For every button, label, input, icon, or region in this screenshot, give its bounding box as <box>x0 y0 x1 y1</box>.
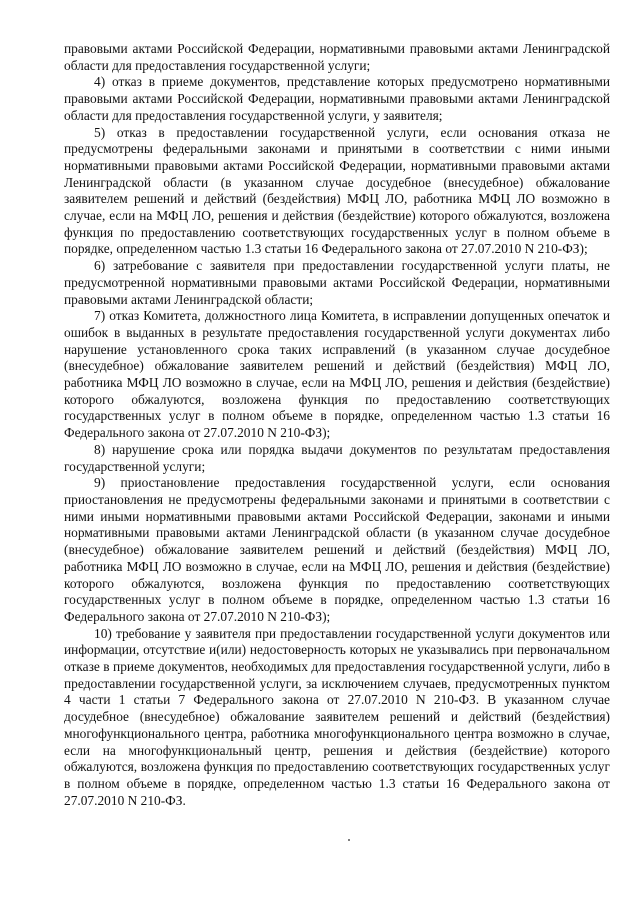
paragraph-item-10: 10) требование у заявителя при предоставлении государственной услуги документов или информации, отсутствие и(или) недостоверность которых не указывались при первоначальном отказе в приеме документов, необходимых для предоставления государственной услуги, либо в предоставлении государственной услуги, за исключением случаев, предусмотренных пунктом 4 части 1 статьи 7 Федерального закона от 27.07.2010 N 210-ФЗ. В указанном случае досудебное (внесудебное) обжалование заявителем решений и действий (бездействия) многофункционального центра, работника многофункционального центра возможно в случае, если на многофункциональный центр, решения и действия (бездействие) которого обжалуются, возложена функция по предоставлению соответствующих государственных услуг в полном объеме в порядке, определенном частью 1.3 статьи 16 Федерального закона от 27.07.2010 N 210-ФЗ. <box>64 625 610 808</box>
paragraph-item-4: 4) отказ в приеме документов, представление которых предусмотрено нормативными правовыми актами Российской Федерации, нормативными правовыми актами Ленинградской области для предоставления государственной услуги, у заявителя; <box>64 74 610 123</box>
paragraph-item-9: 9) приостановление предоставления государственной услуги, если основания приостановления не предусмотрены федеральными законами и принятыми в соответствии с ними иными нормативными правовыми актами Российской Федерации, законами и иными нормативными правовыми актами Ленинградской области (в указанном случае досудебное (внесудебное) обжалование заявителем решений и действий (бездействия) МФЦ ЛО, работника МФЦ ЛО возможно в случае, если на МФЦ ЛО, решения и действия (бездействие) которого обжалуются, возложена функция по предоставлению соответствующих государственных услуг в полном объеме в порядке, определенном частью 1.3 статьи 16 Федерального закона от 27.07.2010 N 210-ФЗ); <box>64 475 610 624</box>
paragraph-item-5: 5) отказ в предоставлении государственной услуги, если основания отказа не предусмотрены федеральными законами и принятыми в соответствии с ними иными нормативными правовыми актами Российской Федерации, нормативными правовыми актами Ленинградской области (в указанном случае досудебное (внесудебное) обжалование заявителем решений и действий (бездействия) МФЦ ЛО, работника МФЦ ЛО возможно в случае, если на МФЦ ЛО, решения и действия (бездействие) которого обжалуются, возложена функция по предоставлению соответствующих государственных услуг в полном объеме в порядке, определенном частью 1.3 статьи 16 Федерального закона от 27.07.2010 N 210-ФЗ); <box>64 124 610 257</box>
paragraph-continuation: правовыми актами Российской Федерации, нормативными правовыми актами Ленинградской области для предоставления государственной услуги; <box>64 41 610 73</box>
scan-speck <box>348 839 350 841</box>
paragraph-item-7: 7) отказ Комитета, должностного лица Комитета, в исправлении допущенных опечаток и ошибок в выданных в результате предоставления государственной услуги документах либо нарушение установленного срока таких исправлений (в указанном случае досудебное (внесудебное) обжалование заявителем решений и действий (бездействия) МФЦ ЛО, работника МФЦ ЛО возможно в случае, если на МФЦ ЛО, решения и действия (бездействие) которого обжалуются, возложена функция по предоставлению соответствующих государственных услуг в полном объеме в порядке, определенном частью 1.3 статьи 16 Федерального закона от 27.07.2010 N 210-ФЗ); <box>64 308 610 441</box>
paragraph-item-8: 8) нарушение срока или порядка выдачи документов по результатам предоставления государственной услуги; <box>64 441 610 474</box>
document-page <box>64 41 610 809</box>
paragraph-item-6: 6) затребование с заявителя при предоставлении государственной услуги платы, не предусмотренной нормативными правовыми актами Российской Федерации, нормативными правовыми актами Ленинградской области; <box>64 258 610 307</box>
